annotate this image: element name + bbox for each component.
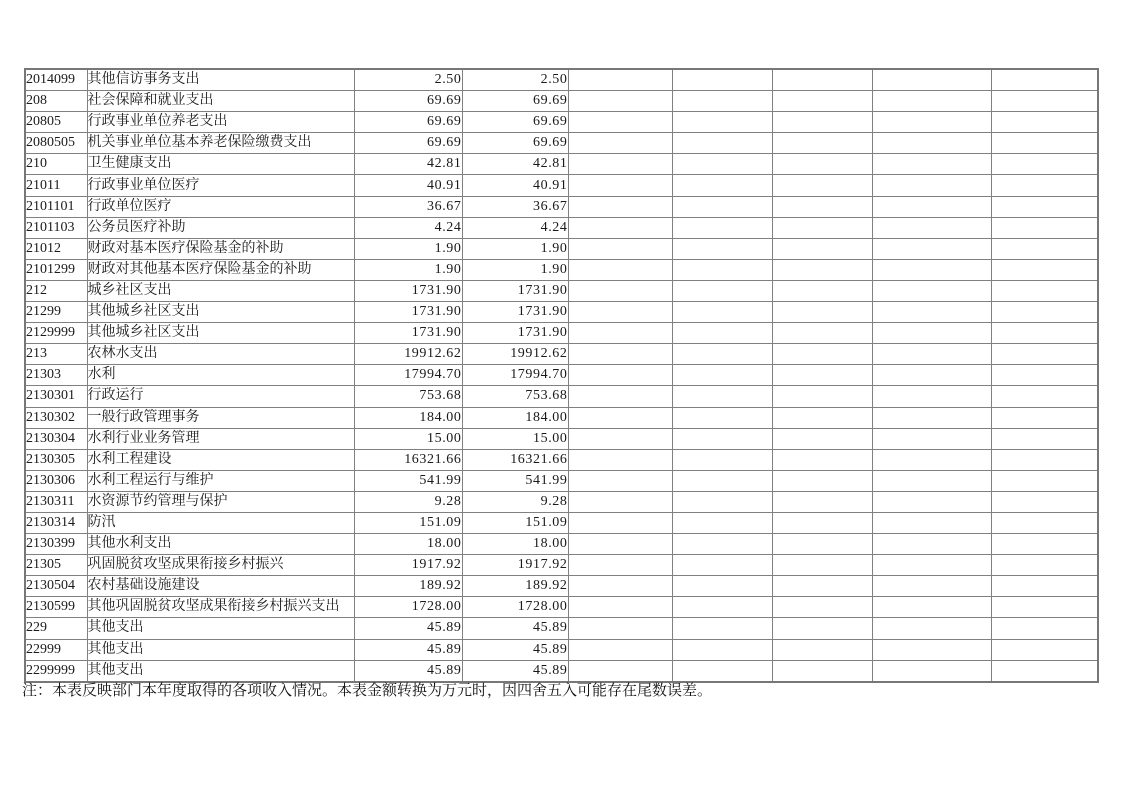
amount-cell-1: 45.89 xyxy=(354,660,462,682)
name-cell: 公务员医疗补助 xyxy=(87,217,354,238)
empty-cell xyxy=(672,534,772,555)
amount-cell-1: 1.90 xyxy=(354,259,462,280)
empty-cell xyxy=(872,491,991,512)
name-cell: 其他水利支出 xyxy=(87,534,354,555)
amount-cell-1: 753.68 xyxy=(354,386,462,407)
empty-cell xyxy=(568,491,672,512)
name-cell: 其他巩固脱贫攻坚成果衔接乡村振兴支出 xyxy=(87,597,354,618)
amount-cell-1: 36.67 xyxy=(354,196,462,217)
empty-cell xyxy=(772,133,872,154)
name-cell: 水利 xyxy=(87,365,354,386)
name-cell: 水利工程运行与维护 xyxy=(87,470,354,491)
empty-cell xyxy=(991,639,1098,660)
amount-cell-1: 4.24 xyxy=(354,217,462,238)
code-cell: 21305 xyxy=(25,555,87,576)
empty-cell xyxy=(672,69,772,91)
amount-cell-2: 753.68 xyxy=(462,386,568,407)
table-body xyxy=(25,69,1098,682)
amount-cell-2: 36.67 xyxy=(462,196,568,217)
amount-cell-2: 42.81 xyxy=(462,154,568,175)
amount-cell-1: 1.90 xyxy=(354,238,462,259)
amount-cell-2: 17994.70 xyxy=(462,365,568,386)
empty-cell xyxy=(772,407,872,428)
empty-cell xyxy=(991,133,1098,154)
code-cell: 213 xyxy=(25,344,87,365)
amount-cell-2: 1728.00 xyxy=(462,597,568,618)
empty-cell xyxy=(568,217,672,238)
empty-cell xyxy=(672,449,772,470)
empty-cell xyxy=(872,302,991,323)
empty-cell xyxy=(991,154,1098,175)
code-cell: 2130305 xyxy=(25,449,87,470)
amount-cell-1: 1731.90 xyxy=(354,323,462,344)
amount-cell-2: 15.00 xyxy=(462,428,568,449)
empty-cell xyxy=(672,407,772,428)
code-cell: 2130599 xyxy=(25,597,87,618)
name-cell: 一般行政管理事务 xyxy=(87,407,354,428)
code-cell: 2014099 xyxy=(25,69,87,91)
empty-cell xyxy=(772,512,872,533)
amount-cell-2: 1.90 xyxy=(462,238,568,259)
name-cell: 农林水支出 xyxy=(87,344,354,365)
table-row xyxy=(25,323,1098,344)
empty-cell xyxy=(872,386,991,407)
empty-cell xyxy=(672,386,772,407)
amount-cell-1: 69.69 xyxy=(354,112,462,133)
empty-cell xyxy=(568,576,672,597)
empty-cell xyxy=(568,91,672,112)
empty-cell xyxy=(991,512,1098,533)
name-cell: 行政单位医疗 xyxy=(87,196,354,217)
empty-cell xyxy=(991,344,1098,365)
amount-cell-2: 45.89 xyxy=(462,639,568,660)
empty-cell xyxy=(568,196,672,217)
empty-cell xyxy=(872,660,991,682)
table-row xyxy=(25,112,1098,133)
table-row xyxy=(25,660,1098,682)
empty-cell xyxy=(672,217,772,238)
empty-cell xyxy=(772,365,872,386)
code-cell: 2130306 xyxy=(25,470,87,491)
table-row xyxy=(25,154,1098,175)
code-cell: 21012 xyxy=(25,238,87,259)
empty-cell xyxy=(991,365,1098,386)
empty-cell xyxy=(568,175,672,196)
empty-cell xyxy=(672,133,772,154)
empty-cell xyxy=(872,428,991,449)
empty-cell xyxy=(772,175,872,196)
empty-cell xyxy=(772,217,872,238)
empty-cell xyxy=(568,660,672,682)
name-cell: 其他支出 xyxy=(87,618,354,639)
code-cell: 20805 xyxy=(25,112,87,133)
code-cell: 2101103 xyxy=(25,217,87,238)
amount-cell-1: 69.69 xyxy=(354,133,462,154)
name-cell: 行政事业单位医疗 xyxy=(87,175,354,196)
amount-cell-2: 1731.90 xyxy=(462,302,568,323)
empty-cell xyxy=(991,534,1098,555)
amount-cell-1: 151.09 xyxy=(354,512,462,533)
table-row xyxy=(25,512,1098,533)
empty-cell xyxy=(872,618,991,639)
amount-cell-2: 1731.90 xyxy=(462,323,568,344)
name-cell: 水利工程建设 xyxy=(87,449,354,470)
name-cell: 防汛 xyxy=(87,512,354,533)
empty-cell xyxy=(772,534,872,555)
empty-cell xyxy=(991,69,1098,91)
empty-cell xyxy=(772,154,872,175)
table-row xyxy=(25,618,1098,639)
code-cell: 2130301 xyxy=(25,386,87,407)
budget-table xyxy=(24,68,1099,683)
code-cell: 229 xyxy=(25,618,87,639)
amount-cell-1: 18.00 xyxy=(354,534,462,555)
name-cell: 城乡社区支出 xyxy=(87,280,354,301)
amount-cell-2: 69.69 xyxy=(462,133,568,154)
amount-cell-1: 19912.62 xyxy=(354,344,462,365)
empty-cell xyxy=(672,154,772,175)
empty-cell xyxy=(772,449,872,470)
empty-cell xyxy=(568,555,672,576)
code-cell: 2130314 xyxy=(25,512,87,533)
name-cell: 其他支出 xyxy=(87,639,354,660)
name-cell: 卫生健康支出 xyxy=(87,154,354,175)
empty-cell xyxy=(772,280,872,301)
empty-cell xyxy=(872,555,991,576)
empty-cell xyxy=(672,238,772,259)
empty-cell xyxy=(991,91,1098,112)
empty-cell xyxy=(991,428,1098,449)
empty-cell xyxy=(568,365,672,386)
code-cell: 2130311 xyxy=(25,491,87,512)
name-cell: 其他支出 xyxy=(87,660,354,682)
table-row xyxy=(25,407,1098,428)
empty-cell xyxy=(991,386,1098,407)
amount-cell-1: 1731.90 xyxy=(354,302,462,323)
code-cell: 2299999 xyxy=(25,660,87,682)
amount-cell-1: 1728.00 xyxy=(354,597,462,618)
code-cell: 21303 xyxy=(25,365,87,386)
code-cell: 2101101 xyxy=(25,196,87,217)
empty-cell xyxy=(568,259,672,280)
code-cell: 2080505 xyxy=(25,133,87,154)
amount-cell-2: 4.24 xyxy=(462,217,568,238)
empty-cell xyxy=(991,491,1098,512)
table-row xyxy=(25,238,1098,259)
amount-cell-2: 2.50 xyxy=(462,69,568,91)
empty-cell xyxy=(872,470,991,491)
empty-cell xyxy=(872,154,991,175)
name-cell: 财政对基本医疗保险基金的补助 xyxy=(87,238,354,259)
amount-cell-2: 151.09 xyxy=(462,512,568,533)
empty-cell xyxy=(772,639,872,660)
empty-cell xyxy=(872,91,991,112)
table-row xyxy=(25,597,1098,618)
code-cell: 2129999 xyxy=(25,323,87,344)
empty-cell xyxy=(672,597,772,618)
table-row xyxy=(25,280,1098,301)
empty-cell xyxy=(568,407,672,428)
empty-cell xyxy=(672,639,772,660)
empty-cell xyxy=(991,555,1098,576)
name-cell: 其他城乡社区支出 xyxy=(87,323,354,344)
amount-cell-2: 189.92 xyxy=(462,576,568,597)
empty-cell xyxy=(872,407,991,428)
empty-cell xyxy=(772,69,872,91)
table-row xyxy=(25,69,1098,91)
empty-cell xyxy=(772,470,872,491)
empty-cell xyxy=(672,112,772,133)
empty-cell xyxy=(872,597,991,618)
amount-cell-2: 69.69 xyxy=(462,91,568,112)
footnote: 注：本表反映部门本年度取得的各项收入情况。本表金额转换为万元时，因四舍五入可能存在尾数误差。 xyxy=(22,683,713,699)
amount-cell-1: 69.69 xyxy=(354,91,462,112)
empty-cell xyxy=(772,344,872,365)
amount-cell-1: 17994.70 xyxy=(354,365,462,386)
amount-cell-2: 16321.66 xyxy=(462,449,568,470)
empty-cell xyxy=(991,470,1098,491)
name-cell: 社会保障和就业支出 xyxy=(87,91,354,112)
empty-cell xyxy=(772,618,872,639)
amount-cell-2: 9.28 xyxy=(462,491,568,512)
empty-cell xyxy=(772,428,872,449)
empty-cell xyxy=(772,238,872,259)
empty-cell xyxy=(991,259,1098,280)
empty-cell xyxy=(672,660,772,682)
amount-cell-2: 1.90 xyxy=(462,259,568,280)
table-row xyxy=(25,196,1098,217)
empty-cell xyxy=(772,91,872,112)
amount-cell-2: 69.69 xyxy=(462,112,568,133)
name-cell: 行政事业单位养老支出 xyxy=(87,112,354,133)
empty-cell xyxy=(872,512,991,533)
empty-cell xyxy=(872,449,991,470)
empty-cell xyxy=(872,576,991,597)
empty-cell xyxy=(568,618,672,639)
code-cell: 22999 xyxy=(25,639,87,660)
amount-cell-1: 541.99 xyxy=(354,470,462,491)
table-row xyxy=(25,534,1098,555)
amount-cell-1: 15.00 xyxy=(354,428,462,449)
empty-cell xyxy=(772,597,872,618)
empty-cell xyxy=(872,196,991,217)
amount-cell-2: 541.99 xyxy=(462,470,568,491)
empty-cell xyxy=(872,133,991,154)
empty-cell xyxy=(568,112,672,133)
table-row xyxy=(25,365,1098,386)
amount-cell-1: 45.89 xyxy=(354,639,462,660)
empty-cell xyxy=(568,386,672,407)
empty-cell xyxy=(568,154,672,175)
empty-cell xyxy=(568,597,672,618)
name-cell: 机关事业单位基本养老保险缴费支出 xyxy=(87,133,354,154)
table-row xyxy=(25,175,1098,196)
empty-cell xyxy=(772,112,872,133)
amount-cell-1: 2.50 xyxy=(354,69,462,91)
empty-cell xyxy=(772,386,872,407)
name-cell: 行政运行 xyxy=(87,386,354,407)
empty-cell xyxy=(672,302,772,323)
amount-cell-1: 16321.66 xyxy=(354,449,462,470)
name-cell: 水资源节约管理与保护 xyxy=(87,491,354,512)
empty-cell xyxy=(872,534,991,555)
amount-cell-2: 184.00 xyxy=(462,407,568,428)
table-row xyxy=(25,302,1098,323)
empty-cell xyxy=(772,576,872,597)
name-cell: 农村基础设施建设 xyxy=(87,576,354,597)
empty-cell xyxy=(872,69,991,91)
amount-cell-2: 40.91 xyxy=(462,175,568,196)
empty-cell xyxy=(672,259,772,280)
amount-cell-1: 42.81 xyxy=(354,154,462,175)
empty-cell xyxy=(991,280,1098,301)
name-cell: 其他信访事务支出 xyxy=(87,69,354,91)
amount-cell-2: 1731.90 xyxy=(462,280,568,301)
code-cell: 2130304 xyxy=(25,428,87,449)
empty-cell xyxy=(772,555,872,576)
empty-cell xyxy=(568,428,672,449)
empty-cell xyxy=(568,323,672,344)
amount-cell-1: 40.91 xyxy=(354,175,462,196)
empty-cell xyxy=(872,259,991,280)
name-cell: 水利行业业务管理 xyxy=(87,428,354,449)
empty-cell xyxy=(772,491,872,512)
empty-cell xyxy=(991,196,1098,217)
empty-cell xyxy=(672,491,772,512)
empty-cell xyxy=(672,555,772,576)
empty-cell xyxy=(991,407,1098,428)
table-row xyxy=(25,470,1098,491)
code-cell: 21011 xyxy=(25,175,87,196)
empty-cell xyxy=(991,175,1098,196)
amount-cell-1: 45.89 xyxy=(354,618,462,639)
empty-cell xyxy=(568,69,672,91)
empty-cell xyxy=(772,259,872,280)
code-cell: 2101299 xyxy=(25,259,87,280)
empty-cell xyxy=(772,660,872,682)
empty-cell xyxy=(672,576,772,597)
empty-cell xyxy=(772,323,872,344)
empty-cell xyxy=(872,238,991,259)
empty-cell xyxy=(991,597,1098,618)
table-row xyxy=(25,217,1098,238)
empty-cell xyxy=(568,133,672,154)
empty-cell xyxy=(672,344,772,365)
table-row xyxy=(25,91,1098,112)
table-row xyxy=(25,576,1098,597)
empty-cell xyxy=(872,112,991,133)
empty-cell xyxy=(872,323,991,344)
empty-cell xyxy=(991,618,1098,639)
amount-cell-1: 1731.90 xyxy=(354,280,462,301)
empty-cell xyxy=(772,196,872,217)
empty-cell xyxy=(672,428,772,449)
table-row xyxy=(25,259,1098,280)
code-cell: 2130504 xyxy=(25,576,87,597)
amount-cell-2: 18.00 xyxy=(462,534,568,555)
table-row xyxy=(25,639,1098,660)
code-cell: 21299 xyxy=(25,302,87,323)
empty-cell xyxy=(991,449,1098,470)
name-cell: 其他城乡社区支出 xyxy=(87,302,354,323)
empty-cell xyxy=(568,512,672,533)
table-row xyxy=(25,491,1098,512)
empty-cell xyxy=(991,660,1098,682)
empty-cell xyxy=(991,217,1098,238)
code-cell: 210 xyxy=(25,154,87,175)
amount-cell-2: 19912.62 xyxy=(462,344,568,365)
amount-cell-1: 1917.92 xyxy=(354,555,462,576)
table-row xyxy=(25,344,1098,365)
empty-cell xyxy=(568,534,672,555)
empty-cell xyxy=(672,323,772,344)
empty-cell xyxy=(991,112,1098,133)
empty-cell xyxy=(672,280,772,301)
empty-cell xyxy=(568,449,672,470)
empty-cell xyxy=(568,470,672,491)
table-row xyxy=(25,555,1098,576)
empty-cell xyxy=(991,576,1098,597)
empty-cell xyxy=(991,238,1098,259)
empty-cell xyxy=(872,365,991,386)
empty-cell xyxy=(568,639,672,660)
empty-cell xyxy=(872,175,991,196)
amount-cell-2: 1917.92 xyxy=(462,555,568,576)
empty-cell xyxy=(672,512,772,533)
empty-cell xyxy=(991,302,1098,323)
empty-cell xyxy=(568,302,672,323)
empty-cell xyxy=(672,91,772,112)
code-cell: 208 xyxy=(25,91,87,112)
code-cell: 2130302 xyxy=(25,407,87,428)
name-cell: 财政对其他基本医疗保险基金的补助 xyxy=(87,259,354,280)
code-cell: 2130399 xyxy=(25,534,87,555)
code-cell: 212 xyxy=(25,280,87,301)
empty-cell xyxy=(772,302,872,323)
empty-cell xyxy=(872,280,991,301)
empty-cell xyxy=(568,280,672,301)
empty-cell xyxy=(991,323,1098,344)
amount-cell-2: 45.89 xyxy=(462,618,568,639)
amount-cell-1: 189.92 xyxy=(354,576,462,597)
empty-cell xyxy=(672,618,772,639)
empty-cell xyxy=(672,175,772,196)
empty-cell xyxy=(872,639,991,660)
empty-cell xyxy=(672,196,772,217)
empty-cell xyxy=(872,217,991,238)
empty-cell xyxy=(568,238,672,259)
table-row xyxy=(25,428,1098,449)
table-row xyxy=(25,386,1098,407)
empty-cell xyxy=(872,344,991,365)
table-row xyxy=(25,449,1098,470)
empty-cell xyxy=(672,470,772,491)
empty-cell xyxy=(672,365,772,386)
table-row xyxy=(25,133,1098,154)
amount-cell-1: 184.00 xyxy=(354,407,462,428)
amount-cell-1: 9.28 xyxy=(354,491,462,512)
name-cell: 巩固脱贫攻坚成果衔接乡村振兴 xyxy=(87,555,354,576)
amount-cell-2: 45.89 xyxy=(462,660,568,682)
empty-cell xyxy=(568,344,672,365)
